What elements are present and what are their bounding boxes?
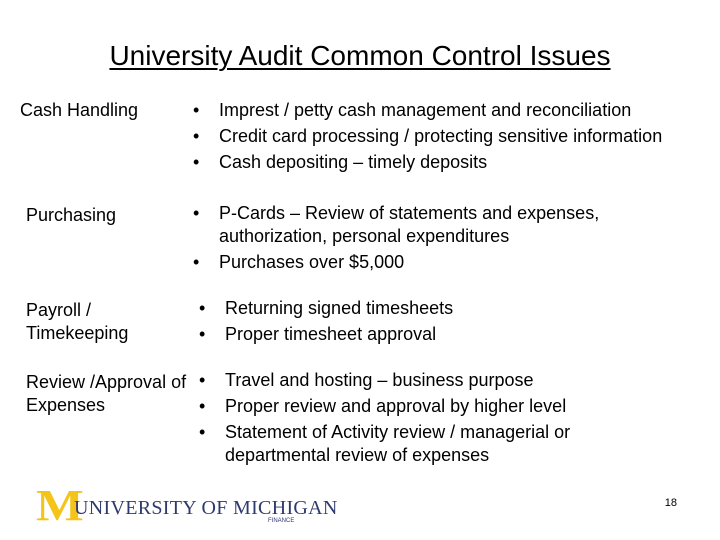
list-item: • Cash depositing – timely deposits — [190, 151, 710, 174]
list-item: • Credit card processing / protecting sensitive information — [190, 125, 710, 148]
section-label-review-approval: Review /Approval of Expenses — [26, 372, 187, 415]
list-item: • Purchases over $5,000 — [190, 251, 660, 274]
list-item: • Imprest / petty cash management and reconciliation — [190, 99, 710, 122]
list-item: • Travel and hosting – business purpose — [196, 369, 616, 392]
list-item: • Proper review and approval by higher level — [196, 395, 616, 418]
logo-wordmark: UNIVERSITY OF MICHIGAN — [74, 497, 338, 519]
block-m-logo-mark: M — [36, 481, 83, 530]
bullet-list-review-approval — [196, 369, 616, 470]
bullet-list-cash-handling — [190, 99, 710, 177]
list-item: • Returning signed timesheets — [196, 297, 666, 320]
bullet-list-purchasing — [190, 202, 660, 277]
list-item: • P-Cards – Review of statements and expenses, authorization, personal expenditures — [190, 202, 660, 248]
logo-subtext: FINANCE — [268, 518, 295, 524]
list-item: • Proper timesheet approval — [196, 323, 666, 346]
page-number: 18 — [664, 497, 677, 509]
section-label-payroll-timekeeping: Payroll / Timekeeping — [26, 300, 129, 343]
slide-title: University Audit Common Control Issues — [109, 40, 611, 71]
list-item: • Statement of Activity review / managerial or departmental review of expenses — [196, 421, 616, 467]
section-label-purchasing: Purchasing — [26, 205, 117, 225]
bullet-list-payroll-timekeeping — [196, 297, 666, 349]
section-label-cash-handling: Cash Handling — [20, 100, 139, 120]
